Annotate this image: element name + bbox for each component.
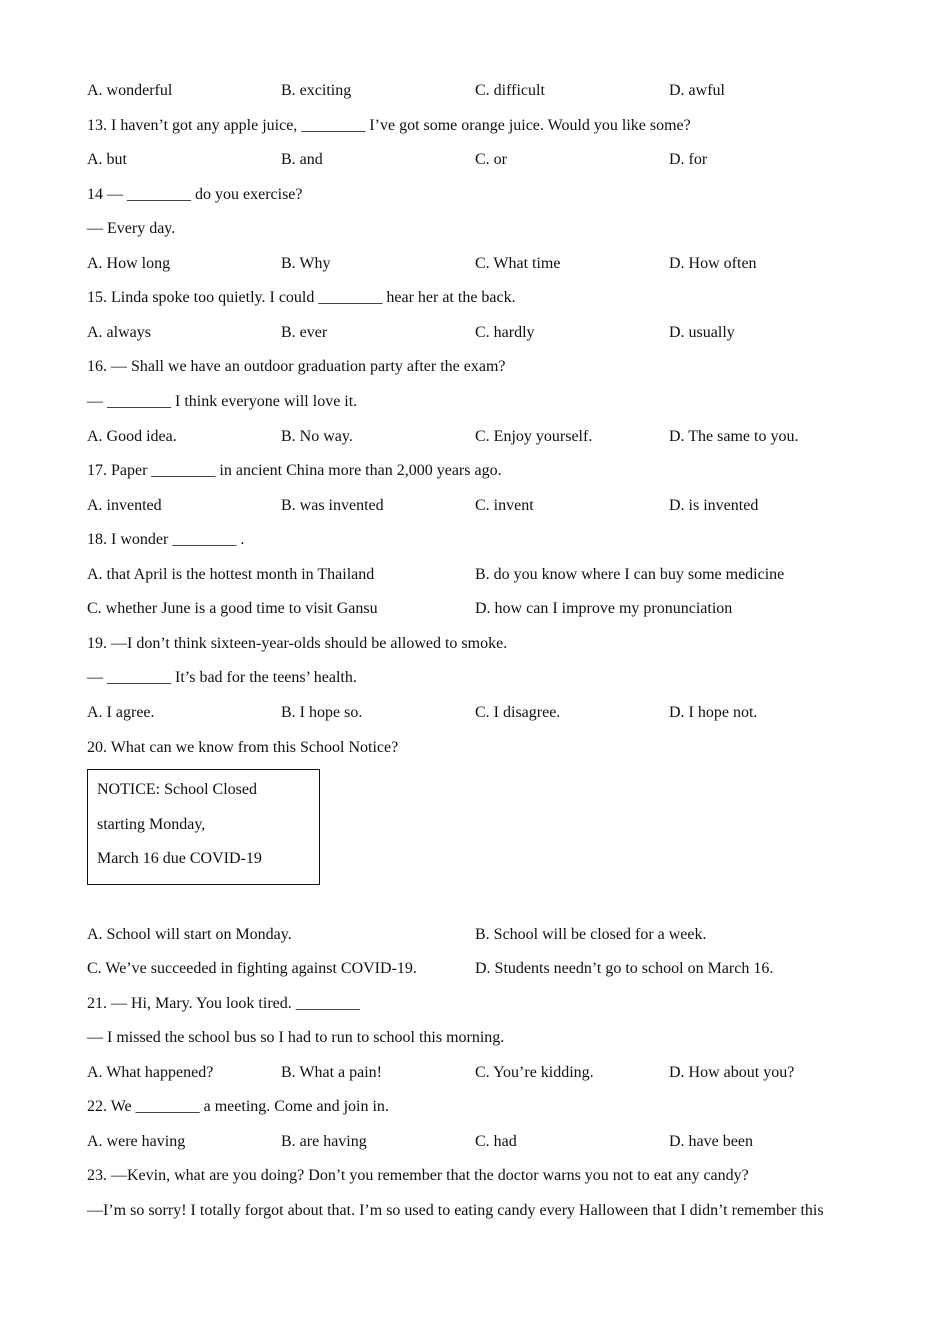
question-15-stem: 15. Linda spoke too quietly. I could ________ hear her at the back. (87, 289, 516, 306)
option-d: D. awful (669, 82, 725, 99)
option-b: B. School will be closed for a week. (475, 926, 707, 943)
option-a: A. School will start on Monday. (87, 926, 292, 943)
option-c: C. hardly (475, 324, 535, 341)
option-c: C. difficult (475, 82, 545, 99)
question-23-stem: 23. —Kevin, what are you doing? Don’t you remember that the doctor warns you not to eat any candy? (87, 1167, 749, 1184)
option-a: A. What happened? (87, 1064, 214, 1081)
option-c: C. You’re kidding. (475, 1064, 594, 1081)
question-17-stem: 17. Paper ________ in ancient China more than 2,000 years ago. (87, 462, 502, 479)
option-c: C. What time (475, 255, 561, 272)
option-b: B. do you know where I can buy some medicine (475, 566, 785, 583)
option-d: D. for (669, 151, 708, 168)
option-a: A. but (87, 151, 127, 168)
option-a: A. that April is the hottest month in Thailand (87, 566, 375, 583)
option-b: B. What a pain! (281, 1064, 383, 1081)
question-22-stem: 22. We ________ a meeting. Come and join in. (87, 1098, 389, 1115)
option-b: B. was invented (281, 497, 384, 514)
option-d: D. have been (669, 1133, 753, 1150)
question-20-stem: 20. What can we know from this School Notice? (87, 739, 399, 756)
option-c: C. I disagree. (475, 704, 561, 721)
notice-line: starting Monday, (97, 816, 206, 833)
option-c: C. had (475, 1133, 517, 1150)
notice-line: March 16 due COVID-19 (97, 850, 262, 867)
option-c: C. Enjoy yourself. (475, 428, 593, 445)
option-d: D. I hope not. (669, 704, 758, 721)
option-c: C. We’ve succeeded in fighting against COVID-19. (87, 960, 417, 977)
option-d: D. How often (669, 255, 757, 272)
option-b: B. I hope so. (281, 704, 363, 721)
option-b: B. exciting (281, 82, 352, 99)
option-d: D. Students needn’t go to school on March 16. (475, 960, 774, 977)
school-notice-box (87, 769, 320, 885)
option-d: D. how can I improve my pronunciation (475, 600, 733, 617)
question-21-stem: 21. — Hi, Mary. You look tired. ________ (87, 995, 360, 1012)
question-19-reply: — ________ It’s bad for the teens’ health. (87, 669, 357, 686)
question-16-reply: — ________ I think everyone will love it. (87, 393, 358, 410)
question-21-reply: — I missed the school bus so I had to run to school this morning. (87, 1029, 505, 1046)
option-b: B. ever (281, 324, 328, 341)
option-d: D. How about you? (669, 1064, 795, 1081)
question-18-stem: 18. I wonder ________ . (87, 531, 245, 548)
option-c: C. whether June is a good time to visit Gansu (87, 600, 378, 617)
question-23-reply: —I’m so sorry! I totally forgot about that. I’m so used to eating candy every Halloween that I didn’t remember this (87, 1202, 824, 1219)
option-b: B. are having (281, 1133, 367, 1150)
question-16-stem: 16. — Shall we have an outdoor graduation party after the exam? (87, 358, 506, 375)
option-a: A. invented (87, 497, 162, 514)
option-a: A. always (87, 324, 151, 341)
option-c: C. invent (475, 497, 534, 514)
question-19-stem: 19. —I don’t think sixteen-year-olds should be allowed to smoke. (87, 635, 508, 652)
option-a: A. Good idea. (87, 428, 177, 445)
question-13-stem: 13. I haven’t got any apple juice, ________ I’ve got some orange juice. Would you like some? (87, 117, 691, 134)
option-c: C. or (475, 151, 507, 168)
option-d: D. The same to you. (669, 428, 799, 445)
option-b: B. and (281, 151, 323, 168)
option-a: A. How long (87, 255, 171, 272)
option-b: B. No way. (281, 428, 353, 445)
option-d: D. usually (669, 324, 735, 341)
option-b: B. Why (281, 255, 331, 272)
option-a: A. were having (87, 1133, 186, 1150)
question-14-stem: 14 — ________ do you exercise? (87, 186, 303, 203)
option-a: A. I agree. (87, 704, 155, 721)
option-d: D. is invented (669, 497, 759, 514)
option-a: A. wonderful (87, 82, 173, 99)
question-14-reply: — Every day. (87, 220, 176, 237)
notice-line: NOTICE: School Closed (97, 781, 257, 798)
